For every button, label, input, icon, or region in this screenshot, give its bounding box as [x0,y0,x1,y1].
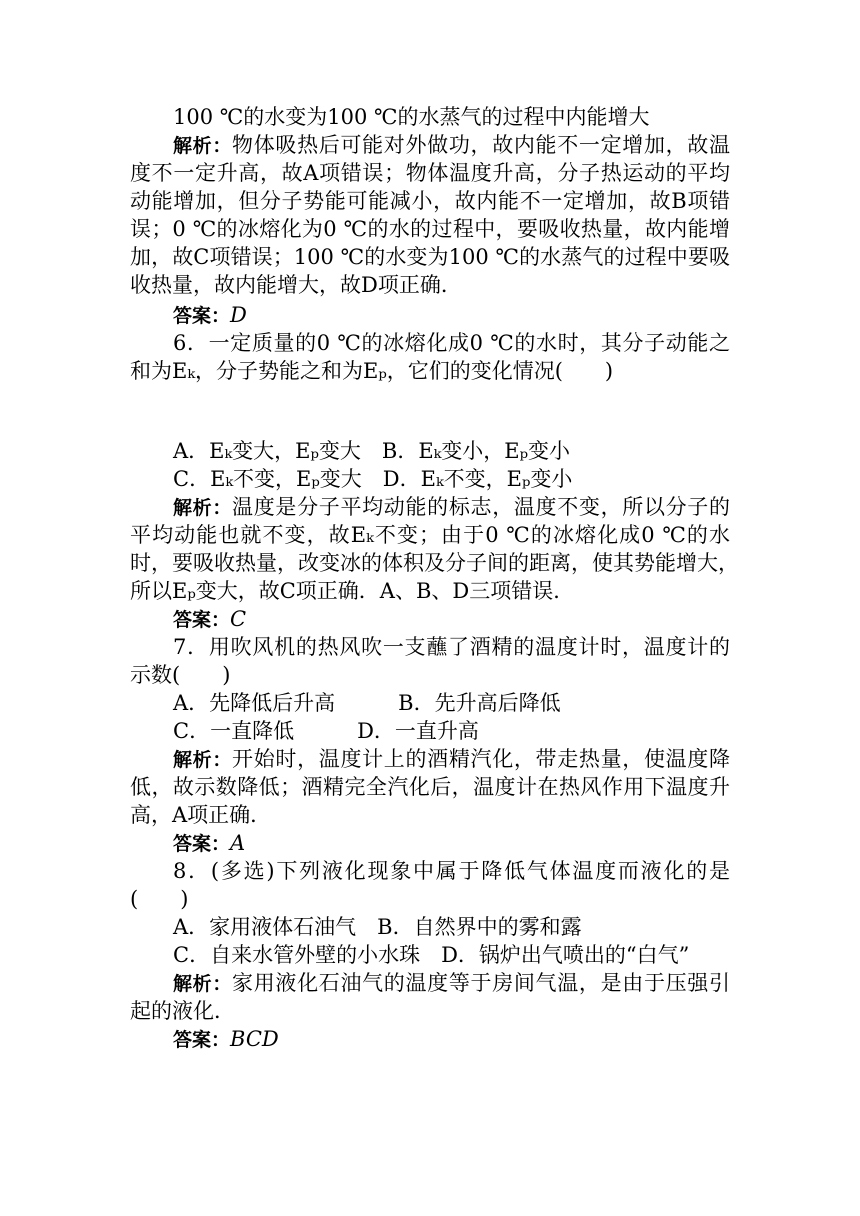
q7-options-line: A．先降低后升高 B．先升高后降低 [173,691,561,715]
q5-analysis-line: 误；0 ℃的冰熔化为0 ℃的水的过程中，要吸收热量，故内能增 [130,217,730,241]
q5-analysis-line: 动能增加，但分子势能可能减小，故内能不一定增加，故B项错 [130,189,730,213]
q7-analysis-line: 低，故示数降低；酒精完全汽化后，温度计在热风作用下温度升 [130,775,730,799]
q6-analysis-line: 平均动能也就不变，故Eₖ不变；由于0 ℃的冰熔化成0 ℃的水 [130,523,730,547]
q8-answer-value: BCD [230,1027,279,1051]
q6-options-line: C．Eₖ不变，Eₚ变大 D．Eₖ不变，Eₚ变小 [173,467,573,491]
q7-stem-line: 7．用吹风机的热风吹一支蘸了酒精的温度计时，温度计的 [173,635,730,659]
q5-analysis-label: 解析： [173,135,233,157]
q8-analysis-line: 起的液化． [130,999,235,1023]
q5-option-d: 100 ℃的水变为100 ℃的水蒸气的过程中内能增大 [173,105,650,129]
q6-analysis-label: 解析： [173,497,233,519]
q8-stem-line: 8．(多选)下列液化现象中属于降低气体温度而液化的是 [173,859,730,883]
q8-analysis-label: 解析： [173,973,233,995]
q6-options-line: A．Eₖ变大，Eₚ变大 B．Eₖ变小，Eₚ变小 [173,439,571,463]
q7-options-line: C．一直降低 D．一直升高 [173,719,479,743]
q6-answer [173,605,730,633]
q8-stem-line: ( ) [130,887,189,911]
q7-stem-line: 示数( ) [130,663,231,687]
q8-options-line: A．家用液体石油气 B．自然界中的雾和露 [173,915,582,939]
q7-analysis-line: 解析：开始时，温度计上的酒精汽化，带走热量，使温度降 [173,747,730,771]
q7-answer [173,829,730,857]
q5-analysis-line: 收热量，故内能增大，故D项正确． [130,273,462,297]
q8-analysis-line: 解析：家用液化石油气的温度等于房间气温，是由于压强引 [173,971,730,995]
q6-answer-value: C [230,607,247,631]
q8-options-line: C．自来水管外壁的小水珠 D．锅炉出气喷出的“白气” [173,943,690,967]
q8-answer-label: 答案： [173,1029,231,1051]
q7-analysis-label: 解析： [173,749,233,771]
q7-analysis-line: 高，A项正确． [130,803,272,827]
q6-answer-label: 答案： [173,609,231,631]
q5-analysis-line: 度不一定升高，故A项错误；物体温度升高，分子热运动的平均 [130,161,730,185]
q6-analysis-line: 所以Eₚ变大，故C项正确．A、B、D三项错误． [130,579,575,603]
q6-stem-line: 和为Eₖ，分子势能之和为Eₚ，它们的变化情况( ) [130,359,614,383]
q5-analysis-line: 加，故C项错误；100 ℃的水变为100 ℃的水蒸气的过程中要吸 [130,245,730,269]
q8-answer [173,1025,730,1053]
q5-answer-label: 答案： [173,305,231,327]
q6-stem-line: 6．一定质量的0 ℃的冰熔化成0 ℃的水时，其分子动能之 [173,331,730,355]
q5-answer [173,301,730,329]
q6-analysis-line: 解析：温度是分子平均动能的标志，温度不变，所以分子的 [173,495,730,519]
q5-answer-value: D [230,303,247,327]
q6-analysis-line: 时，要吸收热量，改变冰的体积及分子间的距离，使其势能增大， [130,551,739,575]
q5-analysis-line: 解析：物体吸热后可能对外做功，故内能不一定增加，故温 [173,133,730,157]
q7-answer-value: A [230,831,246,855]
q7-answer-label: 答案： [173,833,231,855]
